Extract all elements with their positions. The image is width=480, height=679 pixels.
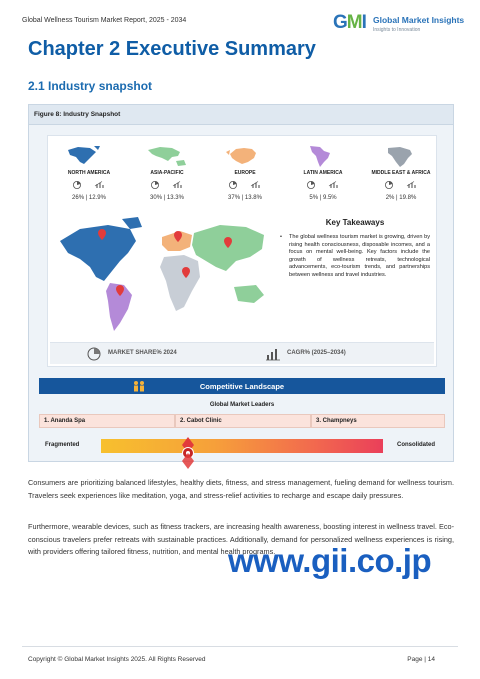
industry-snapshot-figure (28, 104, 454, 462)
region-name: ASIA-PACIFIC (150, 170, 184, 176)
pie-and-growth-icons (305, 180, 345, 190)
leader-1: 1. Ananda Spa (39, 414, 175, 428)
region-asia-pacific (134, 144, 200, 204)
leader-3: 3. Champneys (311, 414, 445, 428)
europe-map-icon (220, 144, 270, 168)
region-north-america (56, 144, 122, 204)
logo-mark: GMI (333, 12, 366, 33)
market-leaders-row (39, 414, 445, 428)
gmi-logo (333, 12, 463, 38)
market-share-cagr-bar (50, 342, 434, 364)
north-america-map-icon (64, 144, 114, 168)
body-paragraph-1: Consumers are prioritizing balanced lifestyles, healthy diets, fitness, and stress management, fueling demand for wellness tourism. Travelers seek experiences like meditation, yoga, and stress-relief activities to recharge and escape daily pressures. (28, 478, 454, 500)
region-values: 26% | 12.9% (72, 195, 106, 201)
region-values: 5% | 9.5% (309, 195, 337, 201)
region-latin-america (290, 144, 356, 204)
watermark: www.gii.co.jp (228, 542, 432, 579)
chapter-title: Chapter 2 Executive Summary (28, 38, 316, 60)
region-name: LATIN AMERICA (303, 170, 343, 176)
report-header-title: Global Wellness Tourism Market Report, 2025 - 2034 (22, 17, 187, 24)
figure-caption-bar (29, 105, 453, 125)
latin-america-map-icon (298, 144, 348, 168)
region-europe (212, 144, 278, 204)
leaders-title: Global Market Leaders (209, 402, 275, 408)
market-share-label: MARKET SHARE% 2024 (108, 350, 177, 356)
snapshot-panel (47, 135, 437, 367)
asia-pacific-map-icon (142, 144, 192, 168)
region-values: 2% | 19.8% (385, 195, 417, 201)
section-title: 2.1 Industry snapshot (28, 79, 153, 93)
concentration-gradient (101, 439, 383, 453)
region-name: MIDDLE EAST & AFRICA (371, 170, 431, 176)
growth-chart-icon (265, 346, 281, 362)
region-name: NORTH AMERICA (67, 170, 111, 176)
world-map (50, 211, 275, 336)
competitive-landscape-title: Competitive Landscape (199, 382, 285, 391)
key-takeaways (280, 218, 430, 280)
logo-name: Global Market Insights (373, 15, 465, 25)
cagr-label: CAGR% (2025–2034) (287, 350, 346, 356)
pie-chart-icon (86, 346, 102, 362)
figure-caption: Figure 8: Industry Snapshot (34, 111, 121, 118)
pie-and-growth-icons (71, 180, 111, 190)
competitive-landscape-bar (39, 378, 445, 394)
pie-and-growth-icons (149, 180, 189, 190)
footer-copyright: Copyright © Global Market Insights 2025. All Rights Reserved (28, 656, 206, 663)
key-takeaways-title: Key Takeaways (325, 218, 385, 227)
key-takeaways-text: • The global wellness tourism market is growing, driven by rising health consciousness, disposable incomes, and a focus on mental well-being. Key factors include the growth of wellness retreats, technological advancements, eco-tourism trends, and partnerships between wellness and travel industries. (280, 234, 430, 280)
concentration-scale (39, 432, 445, 460)
region-middle-east-africa (368, 144, 434, 204)
region-values: 37% | 13.8% (228, 195, 262, 201)
region-name: EUROPE (234, 170, 256, 176)
footer-divider (22, 646, 458, 647)
middle-east-africa-map-icon (376, 144, 426, 168)
region-values: 30% | 13.3% (150, 195, 184, 201)
body-paragraph-2: Furthermore, wearable devices, such as fitness trackers, are increasing health awareness, boosting interest in wellness travel. Eco-conscious travelers prefer retreats with sustainable practices. Additionally, demand for personalized wellness experiences is rising, with providers offering tailored fitness, nutrition, and mental health programs. (28, 522, 454, 556)
pie-and-growth-icons (383, 180, 423, 190)
logo-tagline: Insights to Innovation (373, 27, 421, 33)
consolidated-label: Consolidated (396, 442, 435, 448)
footer-page-number: Page | 14 (407, 656, 435, 663)
pie-and-growth-icons (227, 180, 267, 190)
diamond-marker-icon (180, 437, 196, 469)
leader-2: 2. Cabot Clinic (175, 414, 311, 428)
fragmented-label: Fragmented (45, 442, 80, 448)
